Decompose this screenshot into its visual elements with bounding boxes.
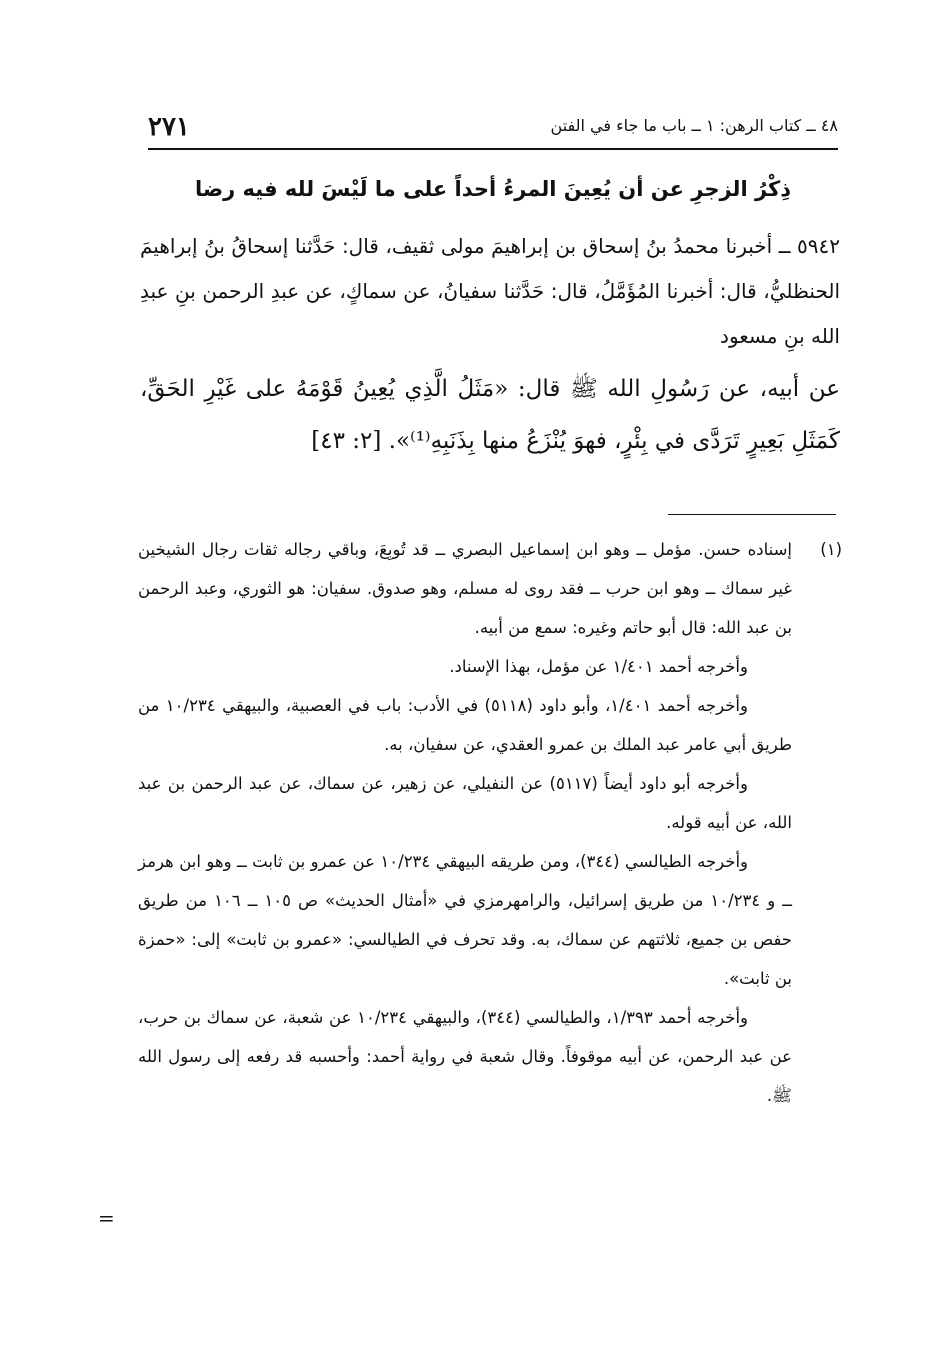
running-head-title: ٤٨ ــ كتاب الرهن: ١ ــ باب ما جاء في الفتن bbox=[550, 116, 838, 135]
hadith-number: ٥٩٤٢ bbox=[797, 234, 841, 258]
continuation-mark: = bbox=[98, 1206, 115, 1230]
footnotes bbox=[138, 530, 842, 1115]
footnote-separator bbox=[668, 514, 836, 515]
hadith-matn: عن أبيه، عن رَسُولِ الله ﷺ قال: «مَثَلُ الَّذِي يُعِينُ قَوْمَهُ على غَيْرِ الحَقِّ، كَمَثَلِ بَعِيرٍ تَرَدَّى في بِئْرٍ، فهوَ يُنْزَعُ منها بِذَنَبِهِ⁽¹⁾». [٢: ٤٣] bbox=[140, 376, 840, 454]
hadith-isnad-paragraph bbox=[140, 224, 840, 359]
running-head bbox=[148, 112, 838, 148]
hadith-block bbox=[140, 224, 840, 467]
section-heading: ذِكْرُ الزجرِ عن أن يُعِينَ المرءُ أحداً على ما لَيْسَ لله فيه رضا bbox=[194, 177, 792, 201]
footnote-paragraph: وأخرجه أبو داود أيضاً (٥١١٧) عن النفيلي، عن زهير، عن سماك، عن عبد الرحمن بن عبد الله، عن أبيه قوله. bbox=[138, 774, 792, 832]
footnote-paragraph: وأخرجه الطيالسي (٣٤٤)، ومن طريقه البيهقي ١٠/٢٣٤ عن عمرو بن ثابت ــ وهو ابن هرمز ــ و ١٠/٢٣٤ من طريق إسرائيل، والرامهرمزي في «أمثال الحديث» ص ١٠٥ ــ ١٠٦ من طريق حفص بن جميع، ثلاثتهم عن سماك، به. وقد تحرف في الطيالسي: «عمرو بن ثابت» إلى: «حمزة بن ثابت». bbox=[138, 852, 792, 988]
footnote-1 bbox=[138, 530, 842, 1115]
footnote-paragraph: وأخرجه أحمد ١/٤٠١، وأبو داود (٥١١٨) في الأدب: باب في العصبية، والبيهقي ١٠/٢٣٤ من طريق أبي عامر عبد الملك بن عمرو العقدي، عن سفيان، به. bbox=[138, 696, 792, 754]
header-rule bbox=[148, 148, 838, 150]
footnote-body bbox=[138, 530, 792, 1115]
hadith-isnad: ــ أخبرنا محمدُ بنُ إسحاق بن إبراهيمَ مولى ثقيف، قال: حَدَّثنا إسحاقُ بنُ إبراهيمَ الحنظليُّ، قال: أخبرنا المُؤَمَّلُ، قال: حَدَّثنا سفيانُ، عن سماكٍ، عن عبدِ الرحمن بنِ عبدِ الله بنِ مسعود bbox=[140, 234, 840, 348]
footnote-marker: (١) bbox=[820, 540, 842, 559]
footnote-paragraph: وأخرجه أحمد ١/٣٩٣، والطيالسي (٣٤٤)، والبيهقي ١٠/٢٣٤ عن شعبة، عن سماك بن حرب، عن عبد الرحمن، عن أبيه موقوفاً. وقال شعبة في رواية أحمد: وأحسبه قد رفعه إلى رسول الله ﷺ. bbox=[138, 1008, 792, 1105]
footnote-paragraph: إسناده حسن. مؤمل ــ وهو ابن إسماعيل البصري ــ قد تُوبِعَ، وباقي رجاله ثقات رجال الشيخين غير سماك ــ وهو ابن حرب ــ فقد روى له مسلم، وهو صدوق. سفيان: هو الثوري، وعبد الرحمن بن عبد الله: قال أبو حاتم وغيره: سمع من أبيه. bbox=[138, 540, 792, 637]
page-number: ٢٧١ bbox=[148, 112, 190, 142]
footnote-paragraph: وأخرجه أحمد ١/٤٠١ عن مؤمل، بهذا الإسناد. bbox=[449, 657, 748, 676]
